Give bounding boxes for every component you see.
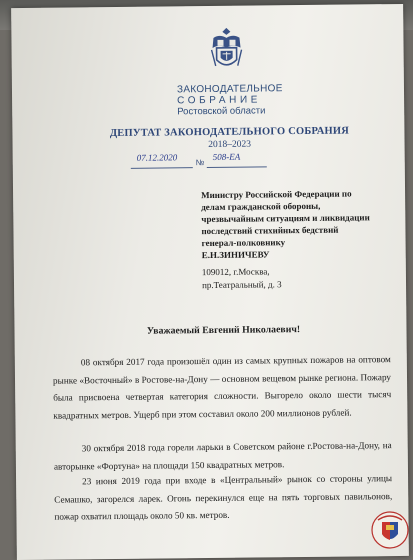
addressee-line: делам гражданской обороны, xyxy=(201,200,321,213)
coat-of-arms-icon xyxy=(209,26,243,72)
addressee-line: Министру Российской Федерации по xyxy=(201,188,352,201)
addressee-address xyxy=(202,264,402,291)
date-line xyxy=(131,167,193,169)
paragraph-text: 08 октября 2017 года произошёл один из самых крупных пожаров на оптовом рынке «Восточный» в Ростове-на-Дону — основном вещевом рынке региона. Пожару была присвоена четвертая категория сложности. Выгорело около шести тысяч квадратных метров. Ущерб при этом составил около 200 миллионов рублей. xyxy=(52,354,392,421)
org-line-1: ЗАКОНОДАТЕЛЬНОЕ xyxy=(176,83,283,96)
salutation: Уважаемый Евгений Николаевич! xyxy=(146,324,301,337)
addressee-line: Е.Н.ЗИНИЧЕВУ xyxy=(201,249,270,261)
paragraph-text: 23 июня 2019 года при входе в «Центральный» рынок со стороны улицы Семашко, загорелся ларек. Огонь перекинулся еще на пять торговых павильонов, пожар охватил площадь около 50 кв. метров. xyxy=(54,473,393,522)
letter-page xyxy=(11,4,409,560)
number-label: № xyxy=(195,158,205,168)
addressee-line: последствий стихийных бедствий xyxy=(201,224,339,237)
body-paragraph xyxy=(53,351,392,425)
address-line: пр.Театральный, д. 3 xyxy=(201,278,282,290)
deputy-years: 2018–2023 xyxy=(208,139,251,151)
addressee-block xyxy=(201,187,402,261)
number-line xyxy=(207,166,267,168)
org-line-2: СОБРАНИЕ xyxy=(177,94,262,107)
regional-coat-of-arms-icon xyxy=(370,510,410,550)
addressee-line: чрезвычайным ситуациям и ликвидации xyxy=(201,212,370,225)
deputy-title: ДЕПУТАТ ЗАКОНОДАТЕЛЬНОГО СОБРАНИЯ xyxy=(109,125,350,140)
body-paragraph xyxy=(54,470,393,526)
registration-date: 07.12.2020 xyxy=(136,152,178,163)
registration-number: 508-ЕА xyxy=(212,151,241,162)
addressee-line: генерал-полковнику xyxy=(201,237,286,249)
organization-name xyxy=(177,83,297,117)
paragraph-text: 30 октября 2018 года горели ларьки в Советском районе г.Ростова-на-Дону, на авторынке «Фортуна» на площади 150 квадратных метров. xyxy=(53,440,392,472)
org-line-3: Ростовской области xyxy=(177,105,266,118)
address-line: 109012, г.Москва, xyxy=(201,266,270,278)
